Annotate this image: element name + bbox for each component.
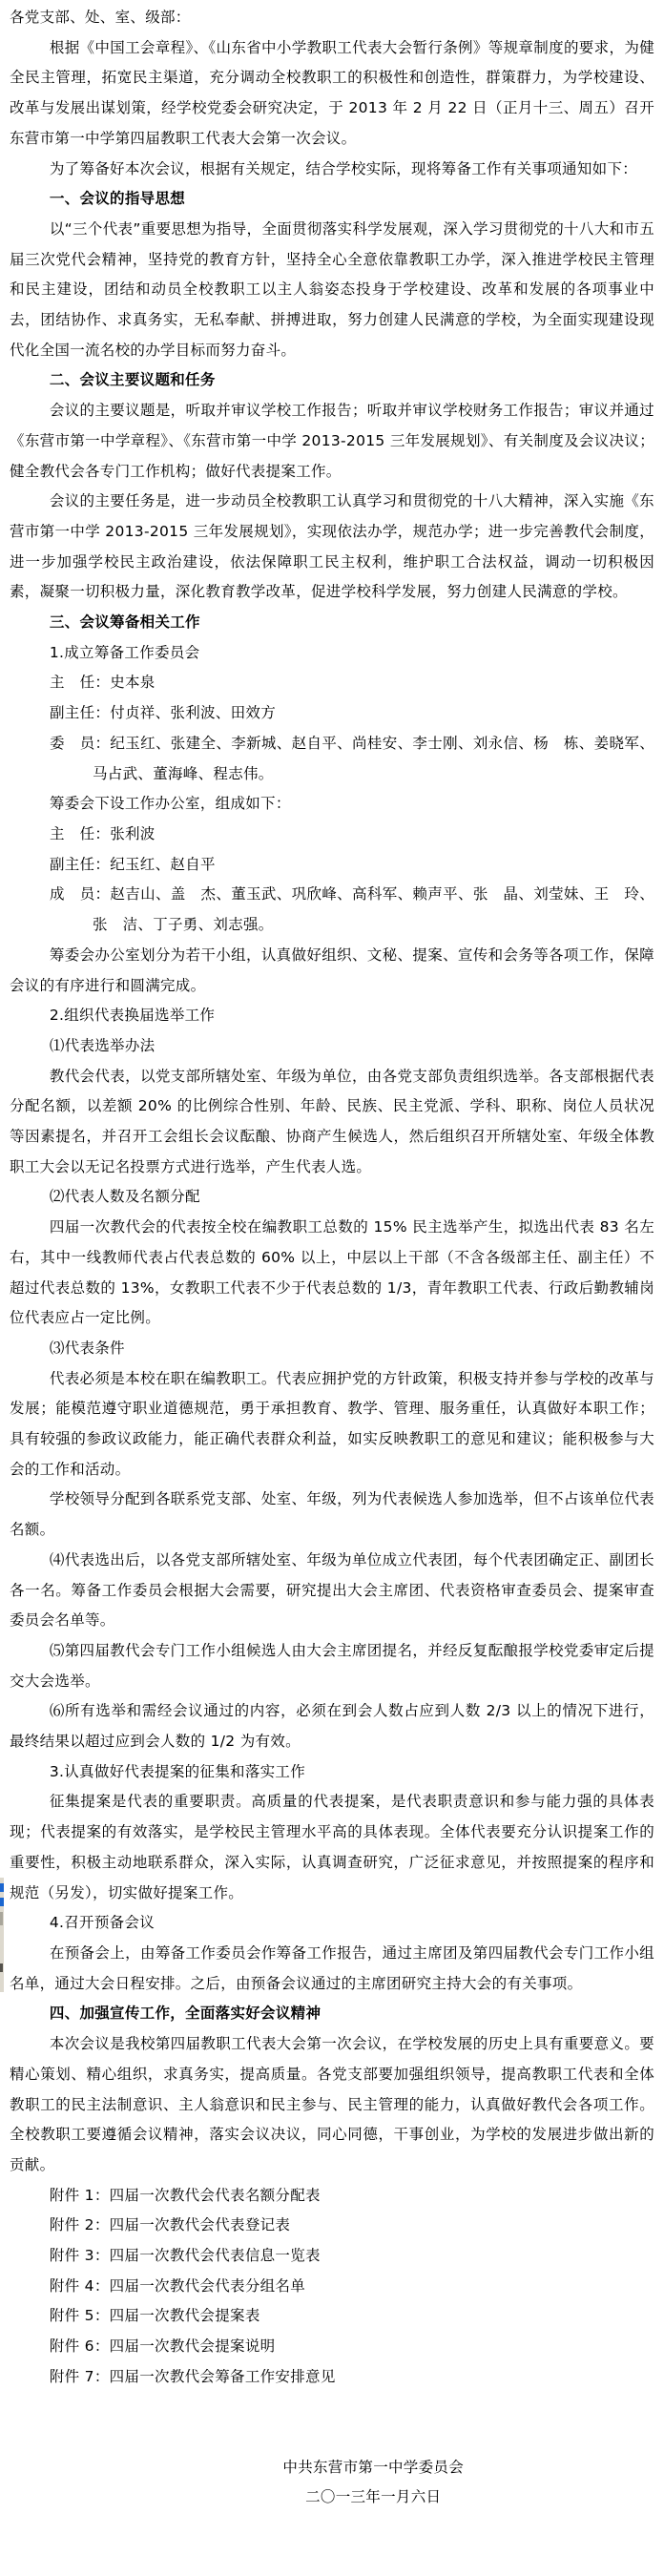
office-note: 筹委会办公室划分为若干小组，认真做好组织、文秘、提案、宣传和会务等各项工作，保障会议的有序进行和圆满完成。 (10, 945, 654, 994)
section-1-heading: 一、会议的指导思想 (49, 190, 186, 208)
attachment-6: 附件 6：四届一次教代会提案说明 (49, 2337, 276, 2356)
artifact-beige-strip (0, 1878, 4, 1992)
office-role-names: 赵吉山、盖 杰、董玉武、巩欣峰、高科军、赖声平、张 晶、刘莹妹、王 玲、张 洁、丁子勇、刘志强。 (93, 885, 654, 934)
section-4-paragraph: 本次会议是我校第四届教职工代表大会第一次会议，在学校发展的历史上具有重要意义。要精心策划、精心组织，求真务实，提高质量。各党支部要加强组织领导，提高教职工代表和全体教职工的民主法制意识、主人翁意识和民主参与、民主管理的能力，认真做好教代会各项工作。全校教职工要遵循会议精神，落实会议决议，同心同德，干事创业，为学校的发展进步做出新的贡献。 (10, 2035, 654, 2173)
signature-block (282, 2453, 464, 2513)
section-2-paragraph-1: 会议的主要议题是，听取并审议学校工作报告；听取并审议学校财务工作报告；审议并通过《东营市第一中学章程》、《东营市第一中学 2013-2015 三年发展规划》、有关制度及会议决议；健全教代会各专门工作机构；做好代表提案工作。 (10, 402, 654, 480)
office-intro: 筹委会下设工作办公室，组成如下： (49, 795, 291, 813)
committee-row-members (10, 729, 654, 789)
section-3-item-3-paragraph: 征集提案是代表的重要职责。高质量的代表提案，是代表职责意识和参与能力强的具体表现；代表提案的有效落实，是学校民主管理水平高的具体表现。全体代表要充分认识提案工作的重要性，积极主动地联系群众，深入实际，认真调查研究，广泛征求意见，并按照提案的程序和规范（另发），切实做好提案工作。 (10, 1793, 654, 1901)
section-3-heading: 三、会议筹备相关工作 (49, 613, 200, 632)
committee-row-director (10, 668, 654, 698)
artifact-blue-mark (0, 1883, 4, 1892)
office-role-label: 成 员： (50, 885, 111, 904)
committee-role-label: 委 员： (50, 734, 111, 752)
sub-item-1-paragraph: 教代会代表，以党支部所辖处室、年级为单位，由各党支部负责组织选举。各支部根据代表分配名额，以差额 20% 的比例综合性别、年龄、民族、民主党派、学科、职称、岗位人员状况等因素提名，并召开工会组长会议酝酿、协商产生候选人，然后组织召开所辖处室、年级全体教职工大会以无记名投票方式进行选举，产生代表人选。 (10, 1067, 654, 1175)
section-4-heading: 四、加强宣传工作，全面落实好会议精神 (49, 2005, 322, 2023)
committee-role-names: 纪玉红、张建全、李新城、赵自平、尚桂安、李士刚、刘永信、杨 栋、姜晓军、马占武、董海峰、程志伟。 (93, 734, 654, 782)
sub-item-2-paragraph: 四届一次教代会的代表按全校在编教职工总数的 15% 民主选举产生，拟选出代表 83 名左右，其中一线教师代表占代表总数的 60% 以上，中层以上干部（不含各级部主任、副主任）不超过代表总数的 13%，女教职工代表不少于代表总数的 1/3，青年教职工代表、行政后勤教辅岗位代表应占一定比例。 (10, 1218, 654, 1327)
office-role-names: 纪玉红、赵自平 (110, 855, 216, 873)
attachment-7: 附件 7：四届一次教代会筹备工作安排意见 (49, 2367, 336, 2385)
sub-item-1-title: ⑴代表选举办法 (49, 1036, 156, 1054)
office-role-label: 副主任： (50, 855, 111, 873)
sub-item-6-paragraph: ⑹所有选举和需经会议通过的内容，必须在到会人数占应到人数 2/3 以上的情况下进行，最终结果以超过应到会人数的 1/2 为有效。 (10, 1702, 654, 1751)
signature-issuer: 中共东营市第一中学委员会 (282, 2458, 464, 2476)
salutation: 各党支部、处、室、级部： (10, 9, 191, 26)
section-3-item-3-title: 3.认真做好代表提案的征集和落实工作 (49, 1762, 306, 1780)
left-edge-artifact (0, 1878, 5, 1992)
section-3-item-1-title: 1.成立筹备工作委员会 (49, 643, 200, 661)
sub-item-3-paragraph-2: 学校领导分配到各联系党支部、处室、年级，列为代表候选人参加选举，但不占该单位代表名额。 (10, 1490, 654, 1539)
committee-role-names: 付贞祥、张利波、田效方 (110, 704, 277, 722)
section-3-item-4-paragraph: 在预备会上，由筹备工作委员会作筹备工作报告，通过主席团及第四届教代会专门工作小组名单，通过大会日程安排。之后，由预备会议通过的主席团研究主持大会的有关事项。 (10, 1944, 654, 1992)
office-role-label: 主 任： (50, 824, 111, 842)
section-3-item-2-title: 2.组织代表换届选举工作 (49, 1007, 216, 1025)
artifact-blue-mark (0, 1898, 4, 1906)
attachment-1: 附件 1：四届一次教代会代表名额分配表 (49, 2186, 321, 2204)
committee-role-label: 副主任： (50, 704, 111, 722)
office-row-deputy (10, 850, 654, 881)
section-1-paragraph: 以“三个代表”重要思想为指导，全面贯彻落实科学发展观，深入学习贯彻党的十八大和市五届三次党代会精神，坚持党的教育方针，坚持全心全意依靠教职工办学，深入推进学校民主管理和民主建设，团结和动员全校教职工以主人翁姿态投身于学校建设、改革和发展的各项事业中去，团结协作、求真务实，无私奉献、拼搏进取，努力创建人民满意的学校，为全面实现建设现代化全国一流名校的办学目标而努力奋斗。 (10, 219, 654, 359)
artifact-gray-mark (0, 1912, 3, 1925)
sub-item-5-paragraph: ⑸第四届教代会专门工作小组候选人由大会主席团提名，并经反复酝酿报学校党委审定后提交大会选举。 (10, 1641, 654, 1690)
signature-date: 二〇一三年一月六日 (305, 2488, 442, 2506)
section-2-paragraph-2: 会议的主要任务是，进一步动员全校教职工认真学习和贯彻党的十八大精神，深入实施《东营市第一中学 2013-2015 三年发展规划》，实现依法办学，规范办学；进一步完善教代会制度，进一步加强学校民主政治建设，依法保障职工民主权利，维护职工合法权益，调动一切积极因素，凝聚一切积极力量，深化教育教学改革，促进学校科学发展，努力创建人民满意的学校。 (10, 492, 654, 601)
sub-item-3-paragraph-1: 代表必须是本校在职在编教职工。代表应拥护党的方针政策，积极支持并参与学校的改革与发展；能模范遵守职业道德规范，勇于承担教育、教学、管理、服务重任，认真做好本职工作；具有较强的参政议政能力，能正确代表群众利益，如实反映教职工的意见和建议；能积极参与大会的工作和活动。 (10, 1369, 654, 1478)
artifact-dark-mark (0, 1963, 3, 1972)
committee-role-names: 史本泉 (110, 674, 156, 692)
office-row-members (10, 880, 654, 940)
committee-row-deputy (10, 698, 654, 729)
intro-paragraph-1: 根据《中国工会章程》、《山东省中小学教职工代表大会暂行条例》等规章制度的要求，为健全民主管理，拓宽民主渠道，充分调动全校教职工的积极性和创造性，群策群力，为学校建设、改革与发展出谋划策，经学校党委会研究决定，于 2013 年 2 月 22 日（正月十三、周五）召开东营市第一中学第四届教职工代表大会第一次会议。 (10, 38, 654, 147)
section-3-item-4-title: 4.召开预备会议 (49, 1914, 156, 1932)
attachment-2: 附件 2：四届一次教代会代表登记表 (49, 2216, 291, 2234)
sub-item-2-title: ⑵代表人数及名额分配 (49, 1188, 200, 1206)
sub-item-4-paragraph: ⑷代表选出后，以各党支部所辖处室、年级为单位成立代表团，每个代表团确定正、副团长各一名。筹备工作委员会根据大会需要，研究提出大会主席团、代表资格审查委员会、提案审查委员会名单等。 (10, 1550, 654, 1630)
office-role-names: 张利波 (110, 824, 156, 842)
attachment-3: 附件 3：四届一次教代会代表信息一览表 (49, 2247, 321, 2265)
intro-paragraph-2: 为了筹备好本次会议，根据有关规定，结合学校实际，现将筹备工作有关事项通知如下： (49, 159, 638, 177)
committee-role-label: 主 任： (50, 674, 111, 692)
attachment-5: 附件 5：四届一次教代会提案表 (49, 2307, 260, 2325)
sub-item-3-title: ⑶代表条件 (49, 1339, 125, 1357)
section-2-heading: 二、会议主要议题和任务 (49, 371, 216, 389)
attachment-4: 附件 4：四届一次教代会代表分组名单 (49, 2276, 306, 2295)
office-row-director (10, 820, 654, 850)
